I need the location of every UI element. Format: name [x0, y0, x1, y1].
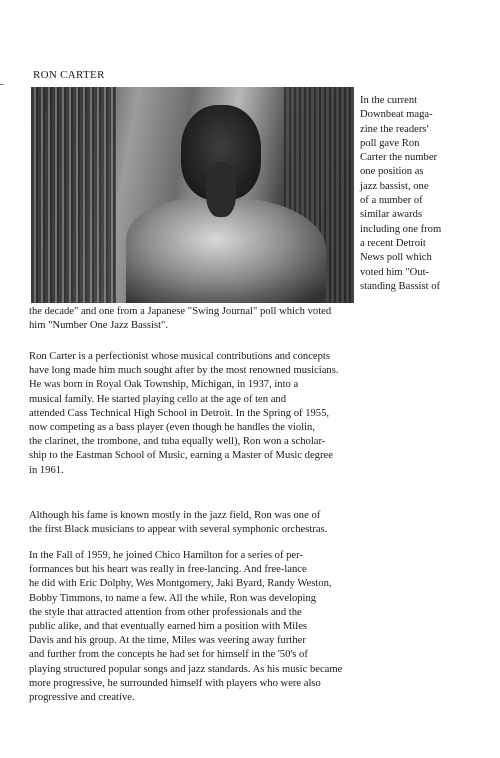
text-line: the first Black musicians to appear with several symphonic orchestras. — [29, 524, 328, 536]
text-line: of a number of — [360, 195, 423, 207]
text-line: in 1961. — [29, 464, 64, 476]
text-line: similar awards — [360, 209, 423, 221]
text-line: zine the readers' — [360, 123, 429, 135]
text-line: the decade" and one from a Japanese "Swing Journal" poll which voted — [29, 306, 332, 317]
text-line: the style that attracted attention from other professionals and the — [29, 606, 302, 618]
side-column-text — [360, 94, 490, 294]
text-line: public alike, and that eventually earned him a position with Miles — [29, 621, 308, 633]
text-line: playing structured popular songs and jazz standards. As his music became — [29, 663, 343, 675]
text-line: a recent Detroit — [360, 237, 426, 249]
photo-subject-hand — [206, 162, 236, 217]
text-line: News poll which — [360, 252, 432, 264]
intro-continuation — [29, 305, 469, 334]
text-line: Davis and his group. At the time, Miles was veering away further — [29, 635, 306, 647]
text-line: musical family. He started playing cello at the age of ten and — [29, 393, 287, 405]
text-line: him "Number One Jazz Bassist". — [29, 320, 168, 332]
text-line: In the current — [360, 95, 418, 106]
text-line: ship to the Eastman School of Music, earning a Master of Music degree — [29, 450, 333, 462]
text-line: poll gave Ron — [360, 137, 420, 149]
text-line: and further from the concepts he had set for himself in the '50's of — [29, 649, 308, 661]
record-shelf-left — [31, 87, 116, 303]
text-line: He was born in Royal Oak Township, Michigan, in 1937, into a — [29, 379, 299, 391]
text-line: more progressive, he surrounded himself with players who were also — [29, 677, 321, 689]
text-line: jazz bassist, one — [360, 180, 429, 192]
text-line: attended Cass Technical High School in Detroit. In the Spring of 1955, — [29, 407, 330, 419]
text-line: Downbeat maga- — [360, 109, 433, 121]
text-line: now competing as a bass player (even though he handles the violin, — [29, 422, 315, 434]
article-title: RON CARTER — [33, 69, 105, 81]
text-line: have long made him much sought after by the most renowned musicians. — [29, 365, 339, 377]
text-line: he did with Eric Dolphy, Wes Montgomery, Jaki Byard, Randy Weston, — [29, 578, 332, 590]
text-line: In the Fall of 1959, he joined Chico Hamilton for a series of per- — [29, 550, 303, 561]
text-line: the clarinet, the trombone, and tuba equally well), Ron won a scholar- — [29, 436, 326, 448]
text-line: Bobby Timmons, to name a few. All the while, Ron was developing — [29, 592, 317, 604]
text-line: Carter the number — [360, 152, 438, 164]
paragraph-biography — [29, 350, 479, 478]
text-line: one position as — [360, 166, 424, 178]
paragraph-symphonic — [29, 509, 479, 537]
text-line: including one from — [360, 223, 442, 235]
text-line: Ron Carter is a perfectionist whose musical contributions and concepts — [29, 351, 330, 362]
text-line: progressive and creative. — [29, 692, 135, 704]
text-line: Although his fame is known mostly in the jazz field, Ron was one of — [29, 510, 321, 521]
text-line: formances but his heart was really in free-lancing. And free-lance — [29, 564, 307, 576]
paragraph-career — [29, 549, 479, 705]
portrait-photo — [31, 87, 354, 303]
text-line: standing Bassist of — [360, 280, 441, 292]
text-line: voted him "Out- — [360, 266, 430, 278]
margin-mark — [0, 84, 4, 85]
